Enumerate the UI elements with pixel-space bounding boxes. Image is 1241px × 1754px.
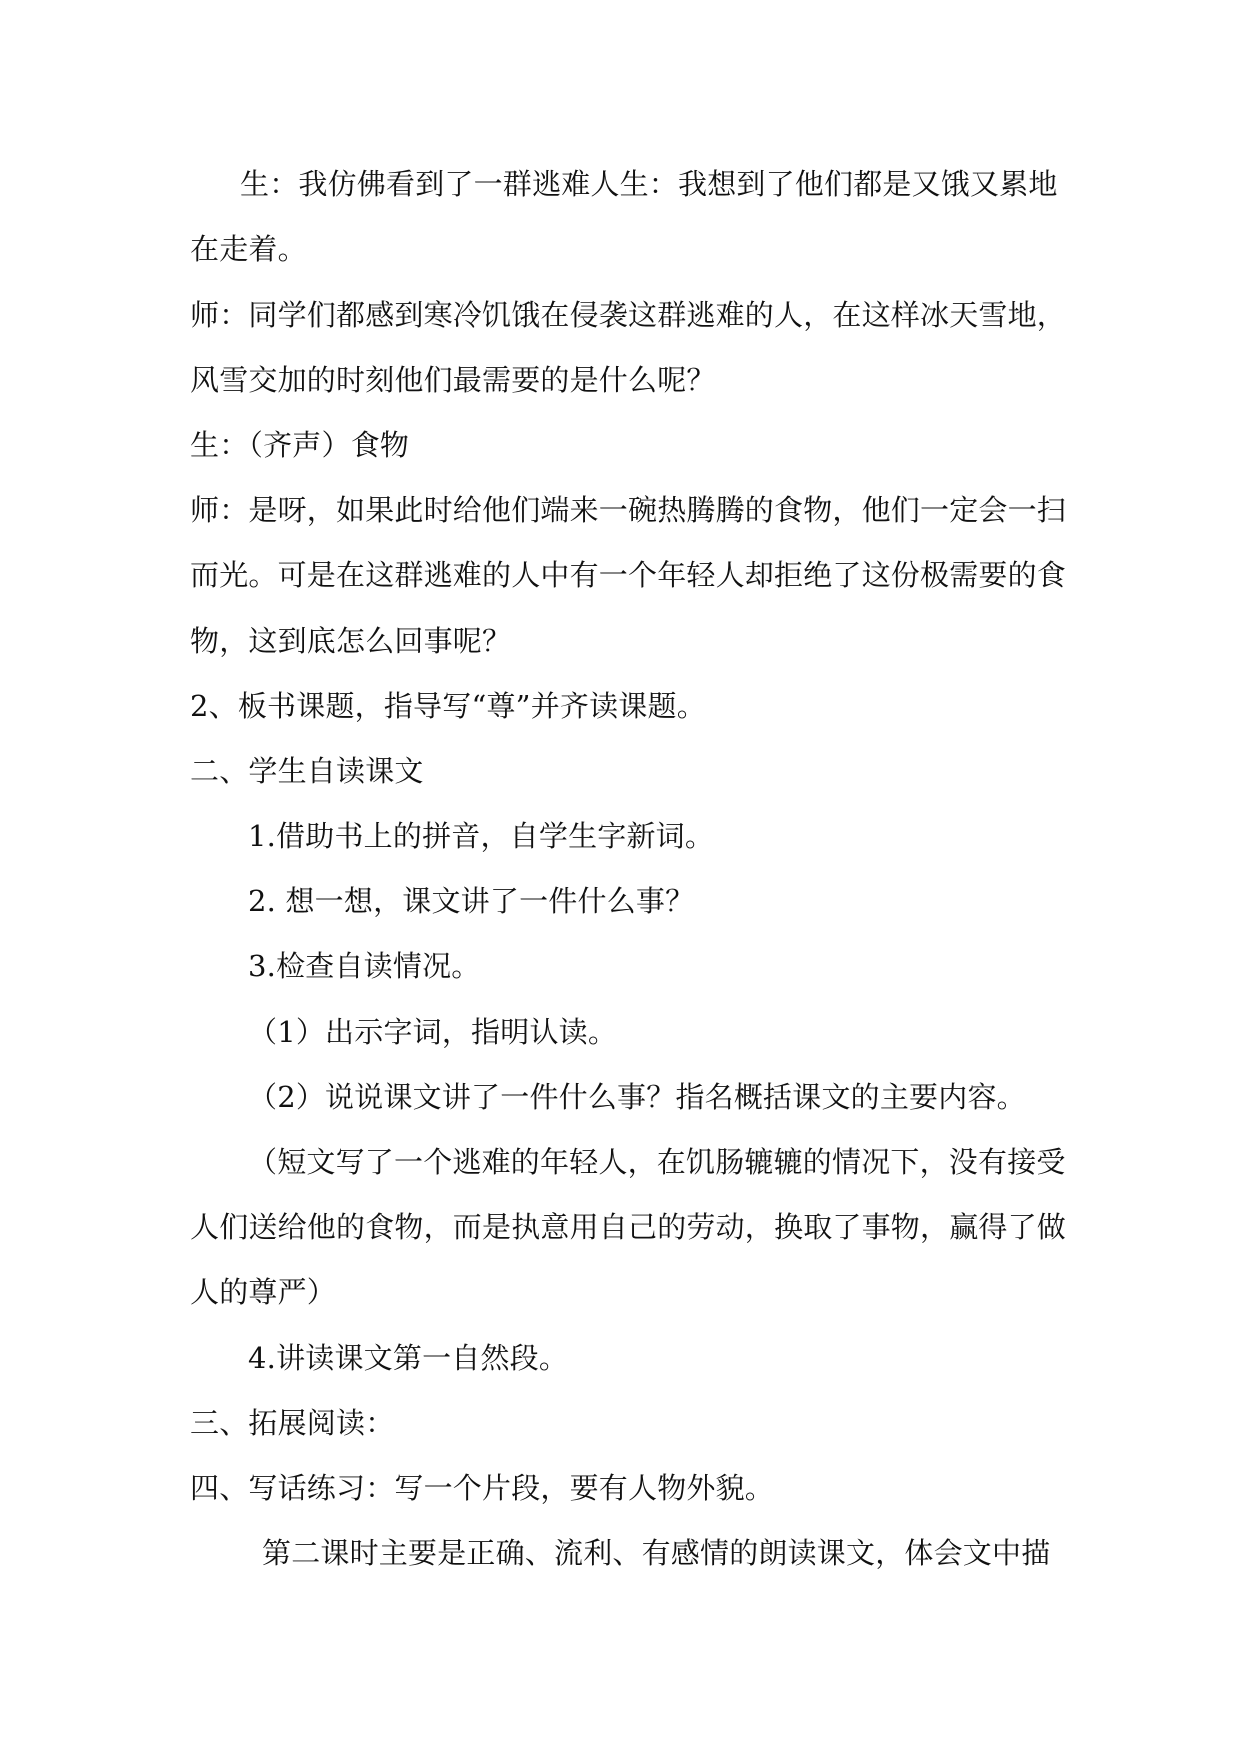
text-line: 物，这到底怎么回事呢？ (190, 624, 512, 658)
text-line: 人的尊严） (190, 1275, 337, 1309)
text-line: 人们送给他的食物，而是执意用自己的劳动，换取了事物，赢得了做 (190, 1210, 1067, 1244)
text-line: 在走着。 (190, 232, 307, 266)
text-line: 师：同学们都感到寒冷饥饿在侵袭这群逃难的人，在这样冰天雪地， (190, 298, 1067, 332)
text-line: 风雪交加的时刻他们最需要的是什么呢？ (190, 363, 716, 397)
list-item: （1）出示字词，指明认读。 (248, 1015, 618, 1049)
list-item: （2）说说课文讲了一件什么事？指名概括课文的主要内容。 (248, 1080, 1026, 1114)
list-item: 3.检查自读情况。 (248, 949, 481, 983)
section-heading: 四、写话练习：写一个片段，要有人物外貌。 (190, 1471, 775, 1505)
text-line: 生：（齐声）食物 (190, 428, 410, 462)
text-line: 生：我仿佛看到了一群逃难人生：我想到了他们都是又饿又累地 (240, 167, 1058, 201)
list-item: 2. 想一想，课文讲了一件什么事？ (248, 884, 695, 918)
text-line: （短文写了一个逃难的年轻人，在饥肠辘辘的情况下，没有接受 (248, 1145, 1066, 1179)
section-heading: 三、拓展阅读： (190, 1406, 395, 1440)
text-line: 而光。可是在这群逃难的人中有一个年轻人却拒绝了这份极需要的食 (190, 558, 1067, 592)
text-line: 师：是呀，如果此时给他们端来一碗热腾腾的食物，他们一定会一扫 (190, 493, 1067, 527)
text-line: 2、板书课题，指导写“尊”并齐读课题。 (190, 689, 706, 723)
list-item: 1.借助书上的拼音，自学生字新词。 (248, 819, 715, 853)
list-item: 4.讲读课文第一自然段。 (248, 1341, 569, 1375)
section-heading: 二、学生自读课文 (190, 754, 424, 788)
text-line: 第二课时主要是正确、流利、有感情的朗读课文，体会文中描 (262, 1536, 1051, 1570)
